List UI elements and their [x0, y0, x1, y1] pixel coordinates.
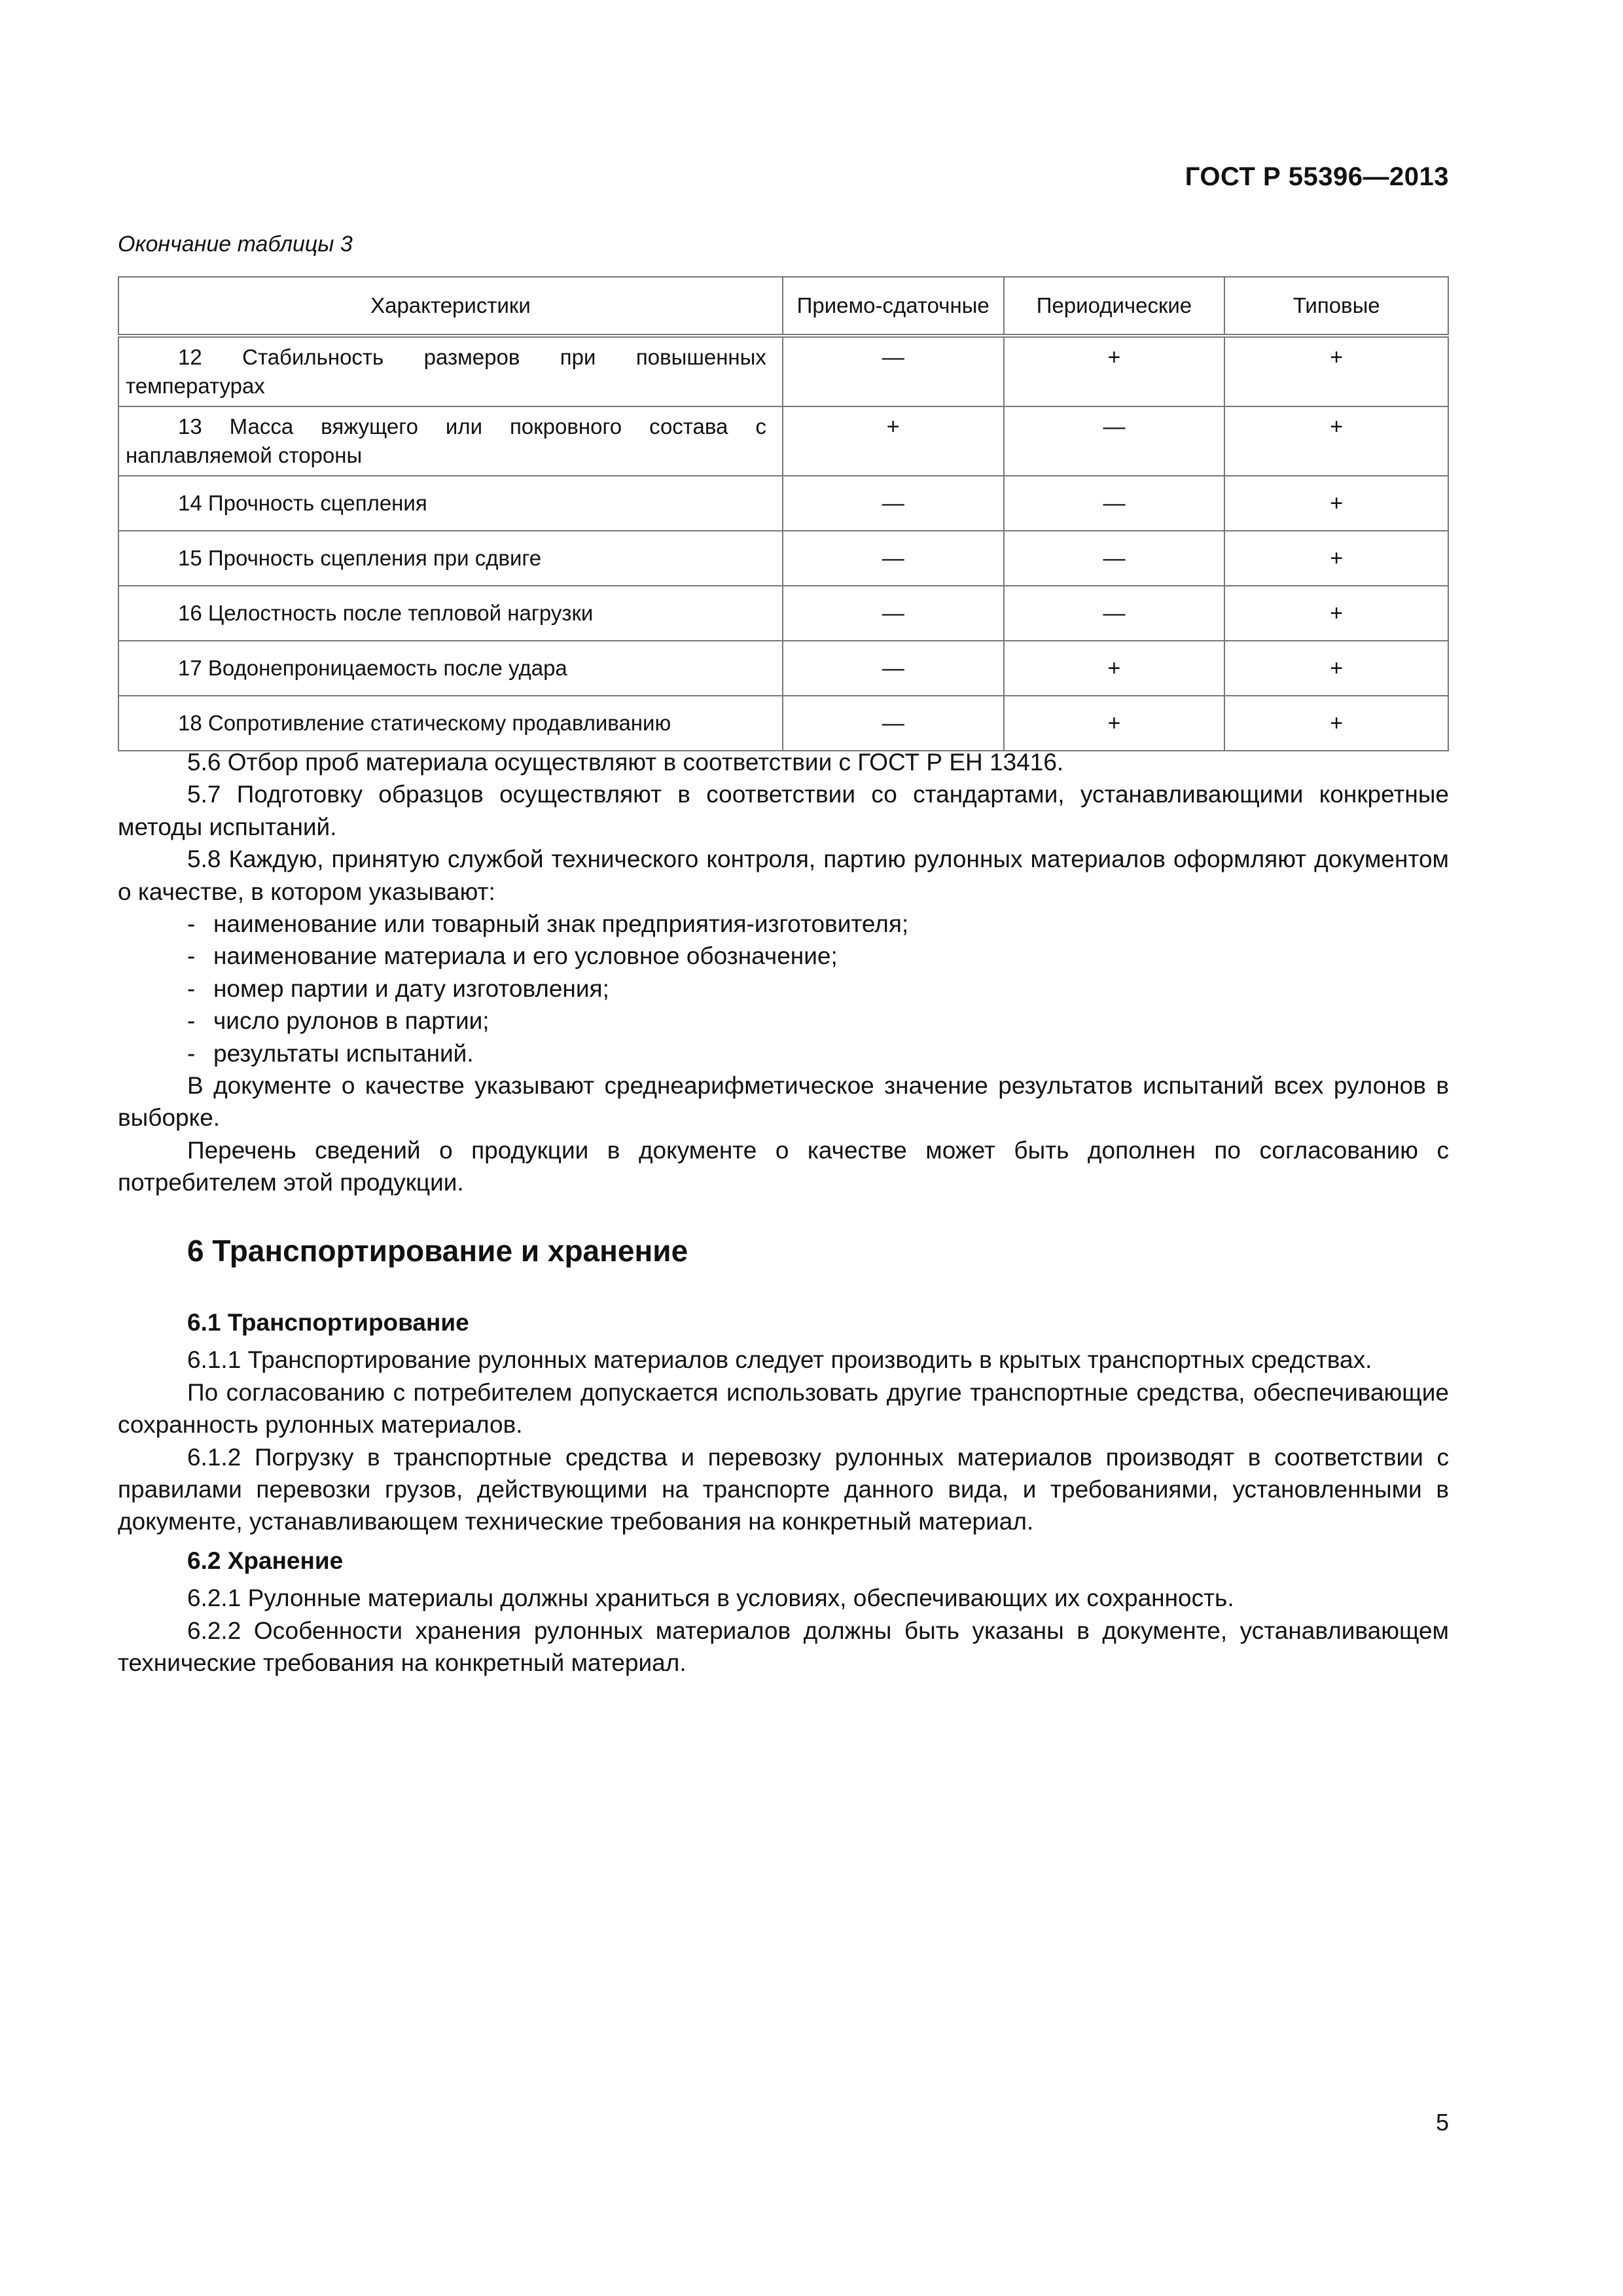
list-dash: - [187, 910, 196, 938]
subsection-6-1-heading: 6.1 Транспортирование [187, 1309, 469, 1336]
row-description: 14 Прочность сцепления [118, 476, 783, 531]
paragraph-6-2-1: 6.2.1 Рулонные материалы должны храниться в условиях, обеспечивающих их сохранность. [187, 1585, 1234, 1612]
list-dash: - [187, 975, 196, 1002]
table-row [118, 406, 1448, 476]
list-item-text: наименование материала и его условное обозначение; [213, 942, 838, 970]
acceptance-mark: — [783, 531, 1004, 586]
row-description: 13 Масса вяжущего или покровного состава с наплавляемой стороны [118, 406, 783, 476]
paragraph-5-7: 5.7 Подготовку образцов осуществляют в соответствии со стандартами, устанавливающими конкретные методы испытаний. [118, 781, 1449, 840]
section-6-text [118, 1306, 1449, 1679]
list-dash: - [187, 1039, 196, 1067]
column-header-acceptance: Приемо-сдаточные [783, 277, 1004, 336]
paragraph-5-8: 5.8 Каждую, принятую службой технического контроля, партию рулонных материалов оформляют документом о качестве, в котором указывают: [118, 846, 1449, 905]
type-mark: + [1224, 336, 1448, 406]
table-row [118, 696, 1448, 751]
periodic-mark: + [1004, 336, 1225, 406]
list-item [118, 1037, 1449, 1069]
list-item [118, 973, 1449, 1005]
list-dash: - [187, 942, 196, 970]
column-header-characteristics: Характеристики [118, 277, 783, 336]
acceptance-mark: + [783, 406, 1004, 476]
column-header-periodic: Периодические [1004, 277, 1225, 336]
type-mark: + [1224, 696, 1448, 751]
table-row [118, 476, 1448, 531]
list-dash: - [187, 1007, 196, 1035]
acceptance-mark: — [783, 336, 1004, 406]
row-description: 17 Водонепроницаемость после удара [118, 641, 783, 696]
subsection-6-2-heading: 6.2 Хранение [187, 1547, 344, 1574]
section-6-heading: 6 Транспортирование и хранение [187, 1234, 688, 1268]
list-item-text: наименование или товарный знак предприятия-изготовителя; [213, 910, 909, 938]
type-mark: + [1224, 531, 1448, 586]
row-description: 18 Сопротивление статическому продавливанию [118, 696, 783, 751]
periodic-mark: + [1004, 696, 1225, 751]
paragraph-6-1-1-agreement: По согласованию с потребителем допускается использовать другие транспортные средства, обеспечивающие сохранность рулонных материалов. [118, 1378, 1449, 1439]
table-row [118, 531, 1448, 586]
acceptance-mark: — [783, 641, 1004, 696]
acceptance-mark: — [783, 696, 1004, 751]
table-row [118, 586, 1448, 641]
type-mark: + [1224, 586, 1448, 641]
acceptance-mark: — [783, 476, 1004, 531]
row-description: 16 Целостность после тепловой нагрузки [118, 586, 783, 641]
document-code: ГОСТ Р 55396—2013 [1185, 162, 1449, 191]
page-number: 5 [1435, 2109, 1449, 2136]
paragraph-6-1-1: 6.1.1 Транспортирование рулонных материалов следует производить в крытых транспортных средствах. [187, 1346, 1372, 1374]
table-row [118, 641, 1448, 696]
periodic-mark: — [1004, 531, 1225, 586]
periodic-mark: — [1004, 586, 1225, 641]
periodic-mark: — [1004, 406, 1225, 476]
list-item [118, 908, 1449, 940]
paragraph-5-6: 5.6 Отбор проб материала осуществляют в соответствии с ГОСТ Р ЕН 13416. [187, 749, 1064, 776]
acceptance-mark: — [783, 586, 1004, 641]
characteristics-table [118, 276, 1449, 751]
row-description: 15 Прочность сцепления при сдвиге [118, 531, 783, 586]
paragraph-6-2-2: 6.2.2 Особенности хранения рулонных материалов должны быть указаны в документе, устанавливающем технические требования на конкретный материал. [118, 1617, 1449, 1677]
type-mark: + [1224, 641, 1448, 696]
column-header-type: Типовые [1224, 277, 1448, 336]
periodic-mark: — [1004, 476, 1225, 531]
periodic-mark: + [1004, 641, 1225, 696]
type-mark: + [1224, 406, 1448, 476]
table-caption: Окончание таблицы 3 [118, 232, 353, 257]
section-5-text [118, 746, 1449, 1199]
list-item [118, 940, 1449, 972]
paragraph-6-1-2: 6.1.2 Погрузку в транспортные средства и перевозку рулонных материалов производят в соответствии с правилами перевозки грузов, действующими на транспорте данного вида, и требованиями, установленными в документе, устанавливающем технические требования на конкретный материал. [118, 1443, 1449, 1535]
table-header-row [118, 277, 1448, 336]
list-item-text: результаты испытаний. [213, 1039, 474, 1067]
row-description: 12 Стабильность размеров при повышенных температурах [118, 336, 783, 406]
paragraph-average-value: В документе о качестве указывают среднеарифметическое значение результатов испытаний всех рулонов в выборке. [118, 1072, 1449, 1132]
list-item [118, 1005, 1449, 1037]
type-mark: + [1224, 476, 1448, 531]
paragraph-info-list: Перечень сведений о продукции в документе о качестве может быть дополнен по согласованию с потребителем этой продукции. [118, 1136, 1449, 1196]
list-item-text: число рулонов в партии; [213, 1007, 490, 1035]
table-row [118, 336, 1448, 406]
list-item-text: номер партии и дату изготовления; [213, 975, 609, 1002]
